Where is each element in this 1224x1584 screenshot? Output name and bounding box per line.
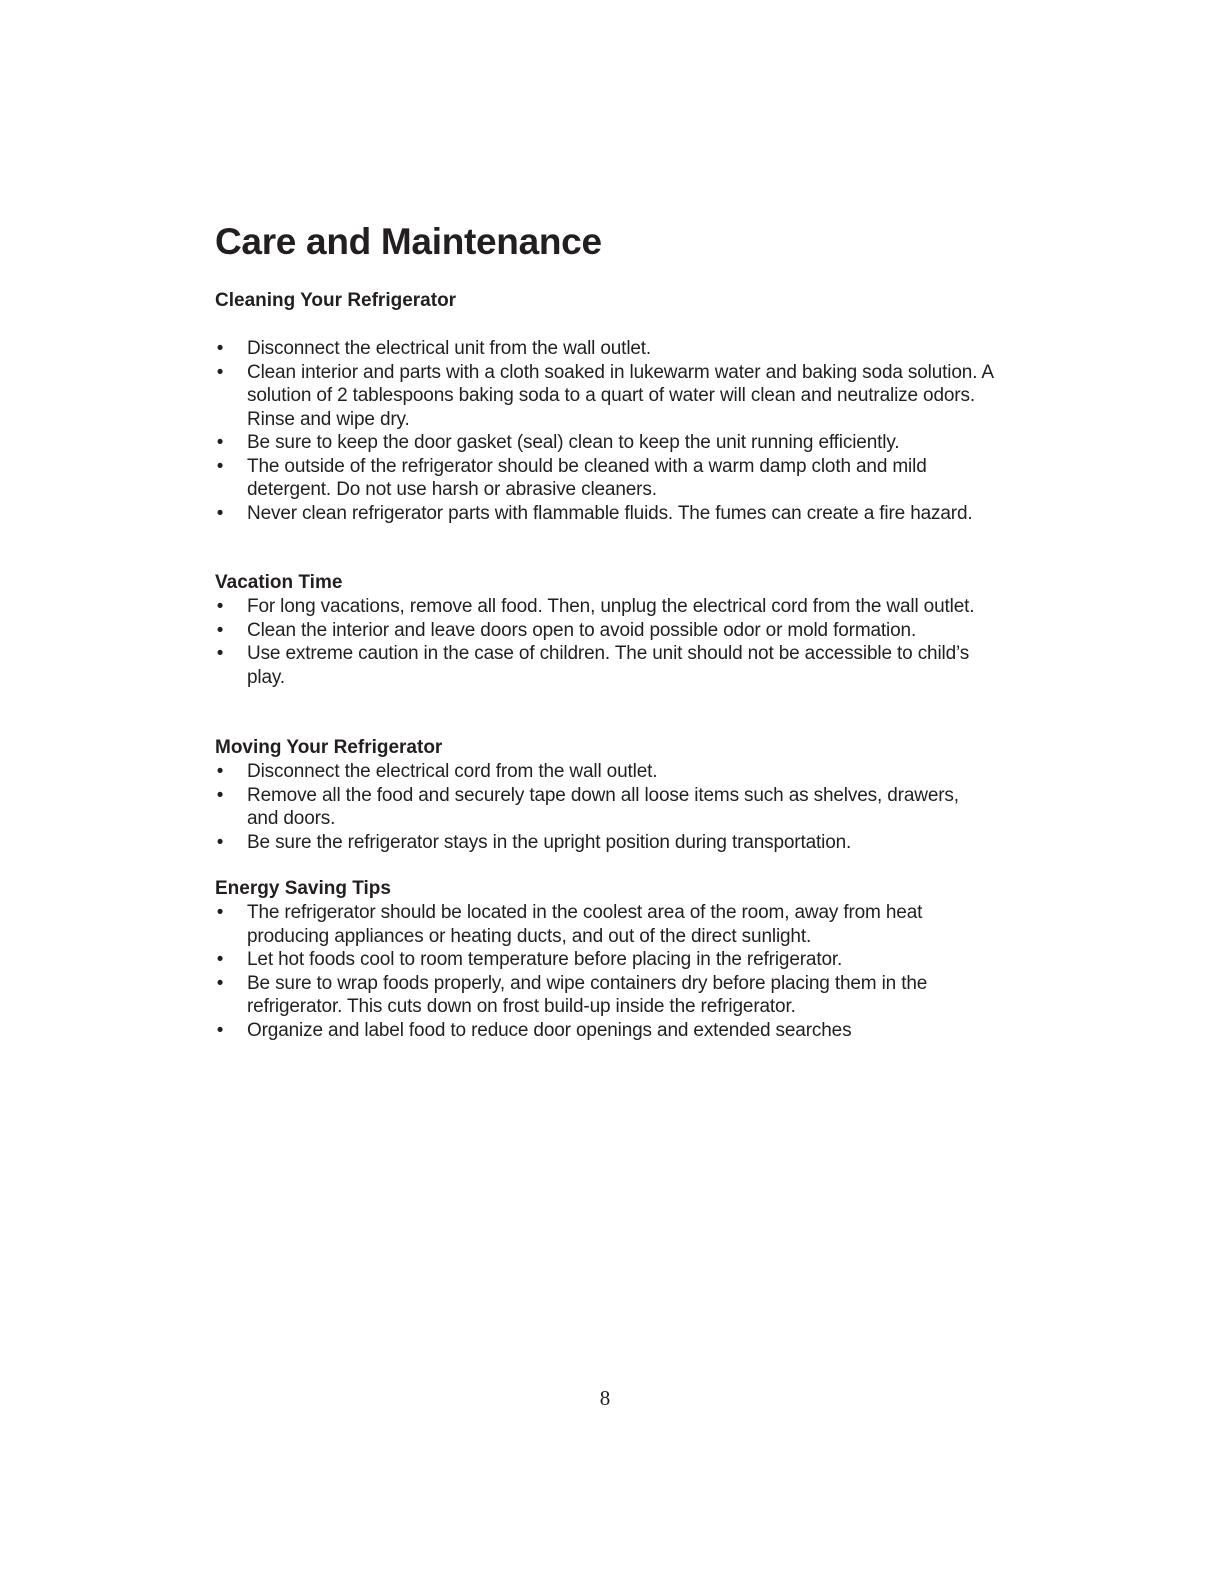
list-item-text: The outside of the refrigerator should be cleaned with a warm damp cloth and mild detergent. Do not use harsh or abrasive cleaners. [247, 455, 927, 500]
bullet-icon: • [216, 831, 224, 853]
bullet-list [215, 760, 995, 854]
list-item-text: The refrigerator should be located in the coolest area of the room, away from heat producing appliances or heating ducts, and out of the direct sunlight. [247, 902, 923, 947]
bullet-icon: • [216, 902, 224, 923]
section-energy-saving [215, 877, 995, 1042]
page-title: Care and Maintenance [215, 221, 602, 262]
bullet-list [215, 337, 995, 525]
bullet-icon: • [216, 432, 224, 453]
section-cleaning [215, 289, 995, 525]
list-item-text: Use extreme caution in the case of children. The unit should not be accessible to child’s play. [247, 643, 970, 688]
list-item [215, 337, 995, 361]
bullet-icon: • [216, 972, 224, 994]
section-heading: Vacation Time [215, 572, 343, 593]
list-item [215, 972, 995, 1019]
list-item-text: Be sure to wrap foods properly, and wipe containers dry before placing them in the refrigerator. This cuts down on frost build-up inside the refrigerator. [247, 972, 928, 1017]
bullet-icon: • [216, 455, 224, 477]
list-item-text: Clean the interior and leave doors open to avoid possible odor or mold formation. [247, 619, 917, 641]
list-item [215, 901, 995, 948]
bullet-icon: • [216, 949, 224, 970]
list-item [215, 831, 995, 855]
section-vacation [215, 571, 995, 689]
list-item [215, 455, 995, 502]
section-heading: Moving Your Refrigerator [215, 737, 443, 758]
bullet-icon: • [216, 643, 224, 664]
list-item-text: Be sure the refrigerator stays in the upright position during transportation. [247, 831, 852, 853]
bullet-icon: • [216, 596, 224, 617]
list-item-text: Be sure to keep the door gasket (seal) clean to keep the unit running efficiently. [247, 432, 900, 453]
list-item [215, 784, 995, 831]
list-item-text: Clean interior and parts with a cloth soaked in lukewarm water and baking soda solution. A solution of 2 tablespoons baking soda to a quart of water will clean and neutralize odors. Rinse and wipe dry. [247, 361, 993, 430]
bullet-icon: • [216, 761, 224, 782]
list-item [215, 642, 995, 689]
bullet-list [215, 901, 995, 1042]
bullet-icon: • [216, 619, 224, 641]
section-heading: Cleaning Your Refrigerator [215, 290, 457, 311]
list-item [215, 619, 995, 643]
bullet-icon: • [216, 1019, 224, 1041]
list-item [215, 760, 995, 784]
bullet-icon: • [216, 338, 224, 359]
list-item [215, 1019, 995, 1043]
list-item-text: Disconnect the electrical cord from the wall outlet. [247, 761, 658, 782]
list-item [215, 948, 995, 972]
page-number: 8 [599, 1386, 611, 1410]
list-item-text: For long vacations, remove all food. Then, unplug the electrical cord from the wall outlet. [247, 596, 975, 617]
list-item [215, 595, 995, 619]
list-item [215, 502, 995, 526]
list-item-text: Disconnect the electrical unit from the wall outlet. [247, 338, 652, 359]
section-heading: Energy Saving Tips [215, 878, 391, 899]
bullet-list [215, 595, 995, 689]
list-item [215, 431, 995, 455]
list-item-text: Never clean refrigerator parts with flammable fluids. The fumes can create a fire hazard. [247, 502, 973, 524]
list-item-text: Remove all the food and securely tape down all loose items such as shelves, drawers, and doors. [247, 784, 959, 829]
section-moving [215, 736, 995, 854]
bullet-icon: • [216, 502, 224, 524]
list-item [215, 361, 995, 432]
bullet-icon: • [216, 784, 224, 806]
bullet-icon: • [216, 361, 224, 383]
list-item-text: Organize and label food to reduce door openings and extended searches [247, 1019, 852, 1041]
list-item-text: Let hot foods cool to room temperature before placing in the refrigerator. [247, 949, 843, 970]
